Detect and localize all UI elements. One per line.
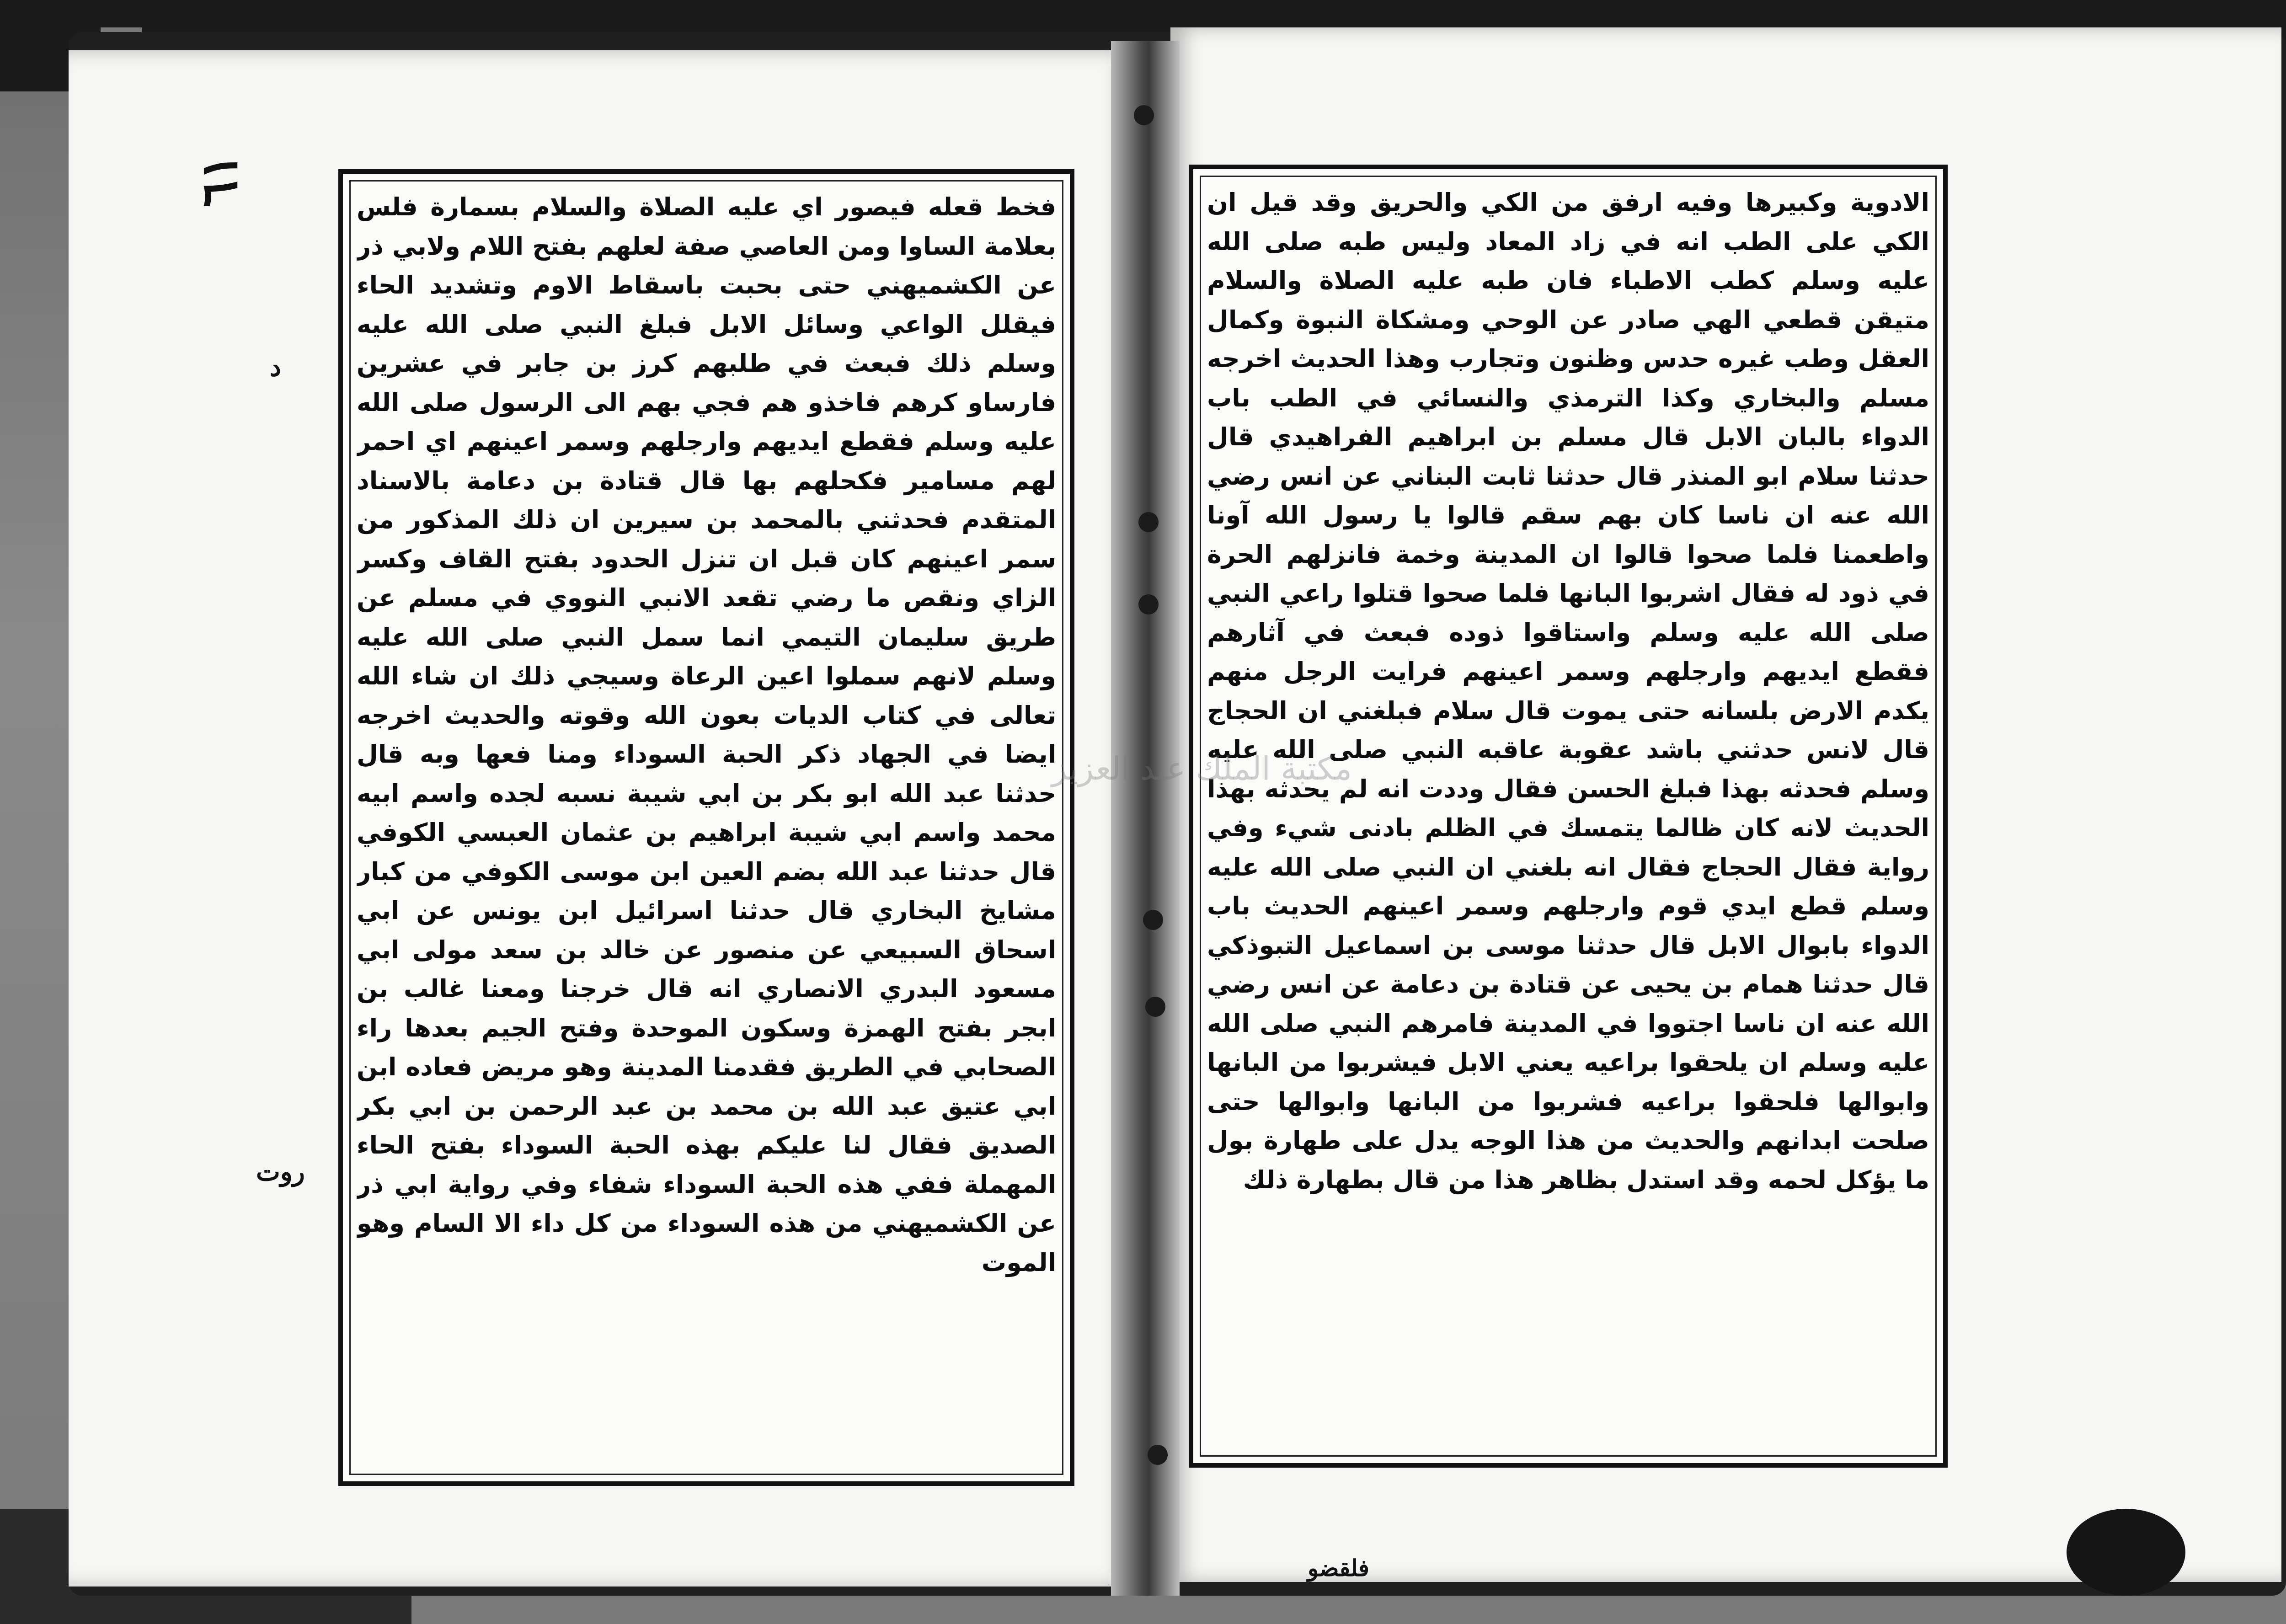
margin-word: روت [256,1157,305,1187]
catchword: فلقضو [1308,1555,1369,1581]
left-page-text: فخط قعله فيصور اي عليه الصلاة والسلام بسمارة فلس بعلامة الساوا ومن العاصي صفة لعلهم بفتح اللام ولابي ذر عن الكشميهني حتى بحبت باسقاط الاوم وتشديد الحاء فيقلل الواعي وسائل الابل فبلغ النبي صلى الله عليه وسلم ذلك فبعث في طلبهم كرز بن جابر في عشرين فارساو كرهم فاخذو هم فجي بهم الى الرسول صلى الله عليه وسلم فقطع ايديهم وارجلهم وسمر اعينهم اي احمر لهم مسامير فكحلهم بها قال قتادة بن دعامة بالاسناد المتقدم فحدثني بالمحمد بن سيرين ان ذلك المذكور من سمر اعينهم كان قبل ان تنزل الحدود بفتح القاف وكسر الزاي ونقص ما رضي تقعد الانبي النووي في مسلم عن طريق سليمان التيمي انما سمل النبي صلى الله عليه وسلم لانهم سملوا اعين الرعاة وسيجي ذلك ان شاء الله تعالى في كتاب الديات بعون الله وقوته والحديث اخرجه ايضا في الجهاد ذكر الحبة السوداء ومنا فعها وبه قال حدثنا عبد الله ابو بكر بن ابي شيبة نسبه لجده واسم ابيه محمد واسم ابي شيبة ابراهيم بن عثمان العبسي الكوفي قال حدثنا عبد الله بضم العين ابن موسى الكوفي من كبار مشايخ البخاري قال حدثنا اسرائيل ابن يونس عن ابي اسحاق السبيعي عن منصور عن خالد بن سعد مولى ابي مسعود البدري الانصاري انه قال خرجنا ومعنا غالب بن ابجر بفتح الهمزة وسكون الموحدة وفتح الجيم بعدها راء الصحابي في الطريق فقدمنا المدينة وهو مريض فعاده ابن ابي عتيق عبد الله بن محمد بن عبد الرحمن بن ابي بكر الصديق فقال لنا عليكم بهذه الحبة السوداء بفتح الحاء المهملة ففي هذه الحبة السوداء شفاء وفي رواية ابي ذر عن الكشميهني من هذه السوداء من كل داء الا السام وهو الموت [357,192,1056,1277]
margin-letter: د [270,352,281,382]
binding-stitch [1138,512,1159,532]
library-watermark: مكتبة الملك عبد العزيز [1052,750,1352,787]
book-gutter [1111,41,1180,1596]
left-text-frame [338,169,1074,1486]
right-page-text: الادوية وكبيرها وفيه ارفق من الكي والحريق وقد قيل ان الكي على الطب انه في زاد المعاد وليس طبه صلى الله عليه وسلم كطب الاطباء فان طبه عليه الصلاة والسلام متيقن قطعي الهي صادر عن الوحي ومشكاة النبوة وكمال العقل وطب غيره حدس وظنون وتجارب وهذا الحديث اخرجه مسلم والبخاري وكذا الترمذي والنسائي في الطب باب الدواء بالبان الابل قال مسلم بن ابراهيم الفراهيدي قال حدثنا سلام ابو المنذر قال حدثنا ثابت البناني عن انس رضي الله عنه ان ناسا كان بهم سقم قالوا يا رسول الله آونا واطعمنا فلما صحوا قالوا ان المدينة وخمة فانزلهم الحرة في ذود له فقال اشربوا البانها فلما صحوا قتلوا راعي النبي صلى الله عليه وسلم واستاقوا ذوده فبعث في آثارهم فقطع ايديهم وارجلهم وسمر اعينهم فرايت الرجل منهم يكدم الارض بلسانه حتى يموت قال سلام فبلغني ان الحجاج قال لانس حدثني باشد عقوبة عاقبه النبي صلى الله عليه وسلم فحدثه بهذا فبلغ الحسن فقال وددت انه لم يحدثه بهذا الحديث لانه كان ظالما يتمسك في الظلم بادنى شيء وفي رواية فقال الحجاج فقال انه بلغني ان النبي صلى الله عليه وسلم قطع ايدي قوم وارجلهم وسمر اعينهم الحديث باب الدواء بابوال الابل قال حدثنا موسى بن اسماعيل التبوذكي قال حدثنا همام بن يحيى عن قتادة بن دعامة عن انس رضي الله عنه ان ناسا اجتووا في المدينة فامرهم النبي صلى الله عليه وسلم ان يلحقوا براعيه يعني الابل فيشربوا من البانها وابوالها فلحقوا براعيه فشربوا من البانها وابوالها حتى صلحت ابدانهم والحديث من هذا الوجه يدل على طهارة بول ما يؤكل لحمه وقد استدل بظاهر هذا من قال بطهارة ذلك [1207,188,1929,1194]
binding-stitch [1148,1445,1168,1465]
scanner-thumb [2067,1509,2185,1596]
folio-number: ٦١ [189,153,249,208]
right-text-frame [1189,165,1948,1468]
binding-stitch [1134,105,1154,125]
binding-stitch [1138,594,1159,614]
binding-stitch [1145,997,1165,1017]
binding-stitch [1143,910,1163,930]
